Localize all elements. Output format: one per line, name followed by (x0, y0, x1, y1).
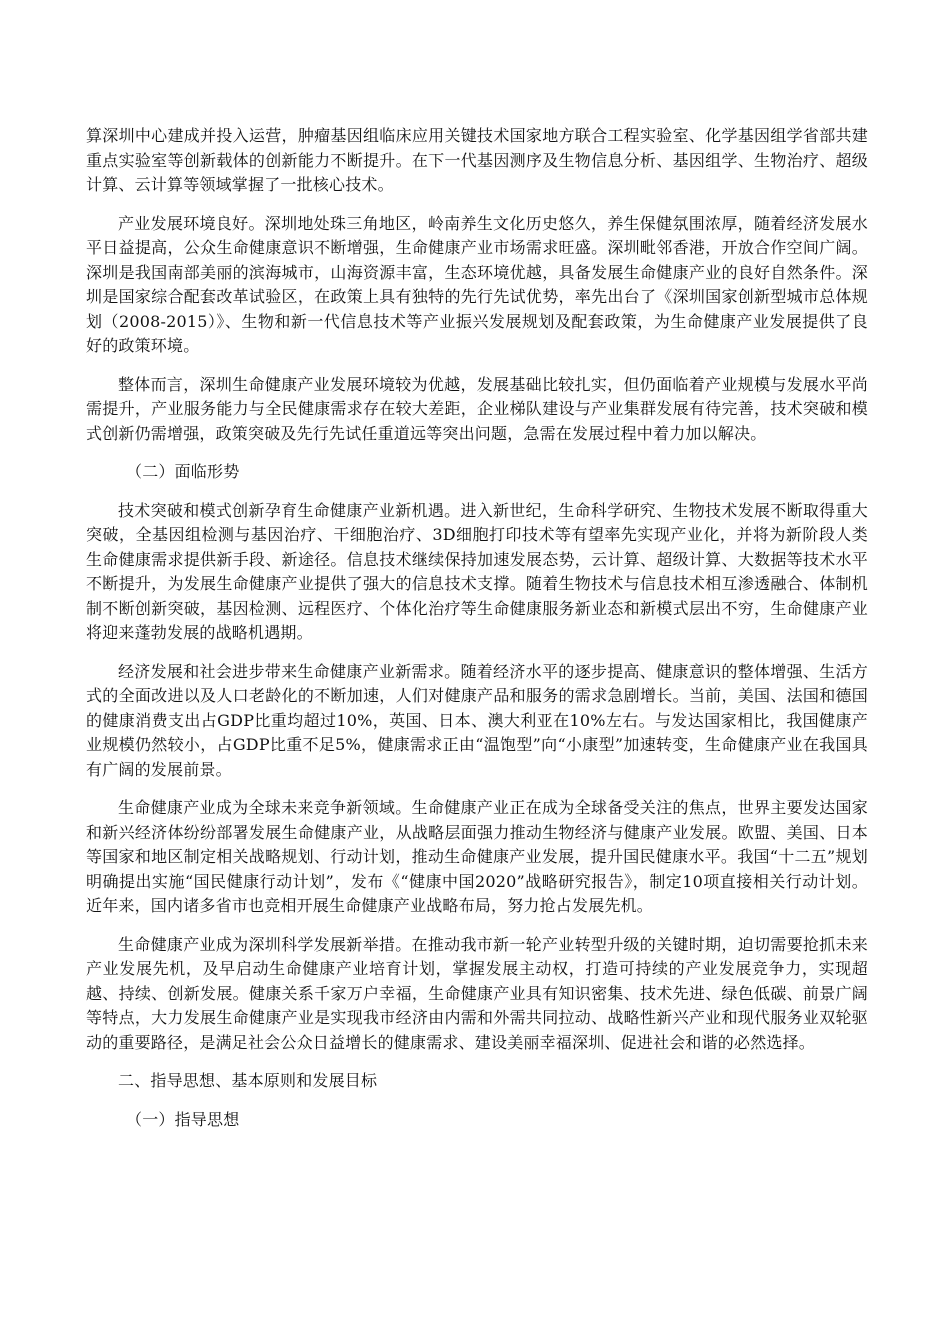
paragraph-development-environment: 产业发展环境良好。深圳地处珠三角地区，岭南养生文化历史悠久，养生保健氛围浓厚，随着经济发展水平日益提高，公众生命健康意识不断增强，生命健康产业市场需求旺盛。深圳毗邻香港，开放合作空间广阔。深圳是我国南部美丽的滨海城市，山海资源丰富，生态环境优越，具备发展生命健康产业的良好自然条件。深圳是国家综合配套改革试验区，在政策上具有独特的先行先试优势，率先出台了《深圳国家创新型城市总体规划（2008-2015）》、生物和新一代信息技术等产业振兴发展规划及配套政策，为生命健康产业发展提供了良好的政策环境。 (86, 213, 868, 355)
document-page (86, 124, 868, 1146)
paragraph-new-demand: 经济发展和社会进步带来生命健康产业新需求。随着经济水平的逐步提高、健康意识的整体增强、生活方式的全面改进以及人口老龄化的不断加速，人们对健康产品和服务的需求急剧增长。当前，美国、法国和德国的健康消费支出占GDP比重均超过10%，英国、日本、澳大利亚在10%左右。与发达国家相比，我国健康产业规模仍然较小，占GDP比重不足5%，健康需求正由“温饱型”向“小康型”加速转变，生命健康产业在我国具有广阔的发展前景。 (86, 661, 868, 779)
section-heading-guiding-principles: 二、指导思想、基本原则和发展目标 (118, 1071, 378, 1090)
section-heading-situation: （二）面临形势 (126, 462, 240, 481)
paragraph-new-opportunities: 技术突破和模式创新孕育生命健康产业新机遇。进入新世纪，生命科学研究、生物技术发展不断取得重大突破，全基因组检测与基因治疗、干细胞治疗、3D细胞打印技术等有望率先实现产业化，并将为新阶段人类生命健康需求提供新手段、新途径。信息技术继续保持加速发展态势，云计算、超级计算、大数据等技术水平不断提升，为发展生命健康产业提供了强大的信息技术支撑。随着生物技术与信息技术相互渗透融合、体制机制不断创新突破，基因检测、远程医疗、个体化治疗等生命健康服务新业态和新模式层出不穷，生命健康产业将迎来蓬勃发展的战略机遇期。 (86, 500, 868, 642)
paragraph-global-competition: 生命健康产业成为全球未来竞争新领域。生命健康产业正在成为全球备受关注的焦点，世界主要发达国家和新兴经济体纷纷部署发展生命健康产业，从战略层面强力推动生物经济与健康产业发展。欧盟、美国、日本等国家和地区制定相关战略规划、行动计划，推动生命健康产业发展，提升国民健康水平。我国“十二五”规划明确提出实施“国民健康行动计划”，发布《“健康中国2020”战略研究报告》，制定10项直接相关行动计划。近年来，国内诸多省市也竞相开展生命健康产业战略布局，努力抢占发展先机。 (86, 798, 868, 915)
paragraph-innovation-carriers: 算深圳中心建成并投入运营，肿瘤基因组临床应用关键技术国家地方联合工程实验室、化学基因组学省部共建重点实验室等创新载体的创新能力不断提升。在下一代基因测序及生物信息分析、基因组学、生物治疗、超级计算、云计算等领域掌握了一批核心技术。 (86, 126, 868, 194)
paragraph-shenzhen-measure: 生命健康产业成为深圳科学发展新举措。在推动我市新一轮产业转型升级的关键时期，迫切需要抢抓未来产业发展先机，及早启动生命健康产业培育计划，掌握发展主动权，打造可持续的产业发展竞争力，实现超越、持续、创新发展。健康关系千家万户幸福，生命健康产业具有知识密集、技术先进、绿色低碳、前景广阔等特点，大力发展生命健康产业是实现我市经济由内需和外需共同拉动、战略性新兴产业和现代服务业双轮驱动的重要路径，是满足社会公众日益增长的健康需求、建设美丽幸福深圳、促进社会和谐的必然选择。 (86, 934, 868, 1052)
paragraph-overall-assessment: 整体而言，深圳生命健康产业发展环境较为优越，发展基础比较扎实，但仍面临着产业规模与发展水平尚需提升，产业服务能力与全民健康需求存在较大差距，企业梯队建设与产业集群发展有待完善，技术突破和模式创新仍需增强，政策突破及先行先试任重道远等突出问题，急需在发展过程中着力加以解决。 (86, 374, 868, 443)
section-heading-guiding-thought: （一）指导思想 (126, 1109, 240, 1129)
